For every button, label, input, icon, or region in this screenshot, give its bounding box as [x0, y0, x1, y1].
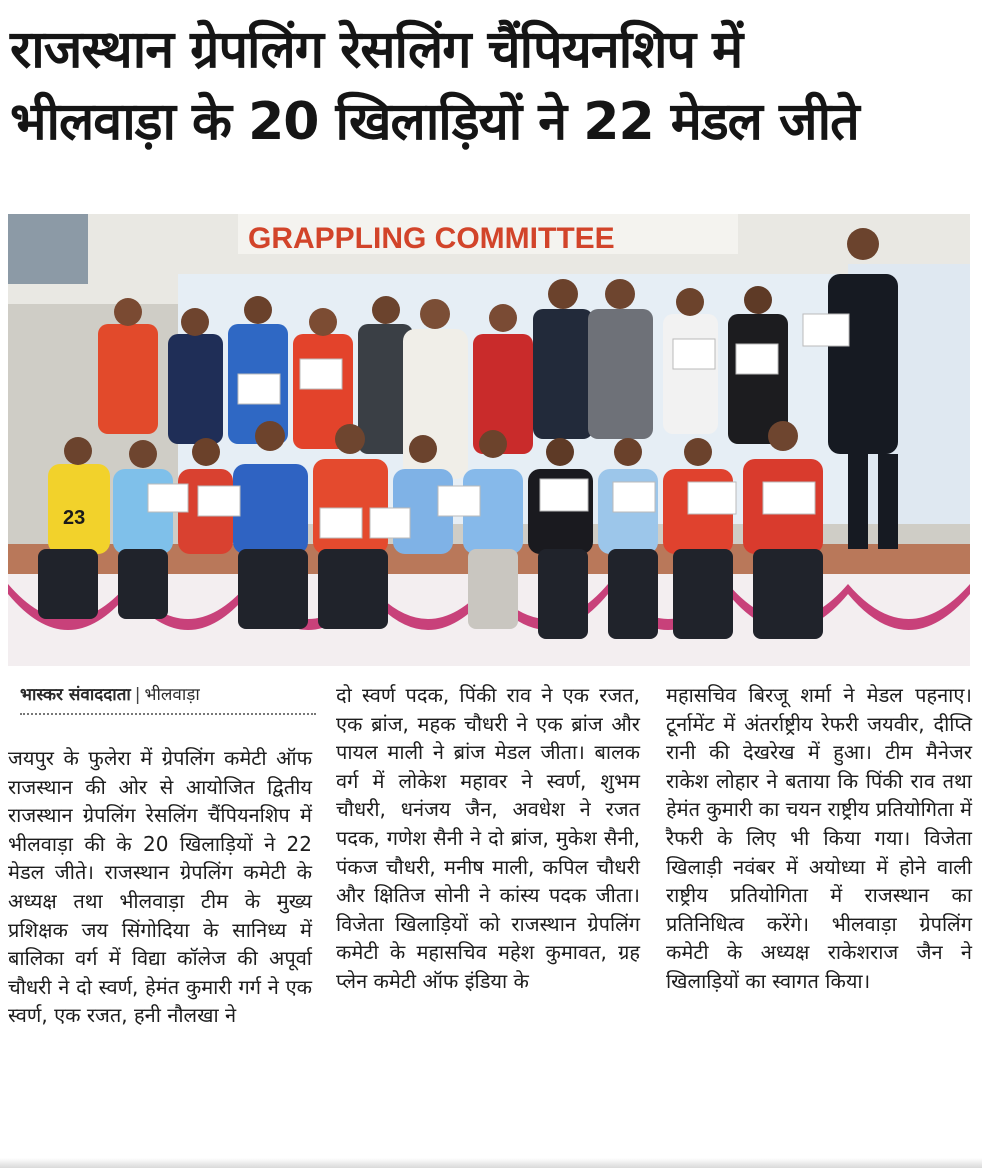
dateline-separator: |: [134, 685, 141, 705]
article-column-3: महासचिव बिरजू शर्मा ने मेडल पहनाए। टूर्नामेंट में अंतर्राष्ट्रीय रेफरी जयवीर, दीप्ति रानी की देखरेख में हुआ। टीम मैनेजर राकेश लोहार ने बताया कि पिंकी राव तथा हेमंत कुमारी का चयन राष्ट्रीय प्रतियोगिता में रैफरी के लिए भी किया गया। विजेता खिलाड़ी नवंबर में अयोध्या में होने वाली राष्ट्रीय प्रतियोगिता में राजस्थान का प्रतिनिधित्व करेंगे। भीलवाड़ा ग्रेपलिंग कमेटी के अध्यक्ष राकेशराज जैन ने खिलाड़ियों का स्वागत किया।: [666, 683, 972, 993]
article-column-1: जयपुर के फुलेरा में ग्रेपलिंग कमेटी ऑफ राजस्थान की ओर से आयोजित द्वितीय राजस्थान ग्रेपलिंग रेसलिंग चैंपियनशिप में भीलवाड़ा की के 20 खिलाड़ियों ने 22 मेडल जीते। राजस्थान ग्रेपलिंग कमेटी के अध्यक्ष तथा भीलवाड़ा टीम के मुख्य प्रशिक्षक जय सिंगोदिया के सानिध्य में बालिका वर्ग में विद्या कॉलेज की अपूर्वा चौधरी ने दो स्वर्ण, हेमंत कुमारी गर्ग ने एक स्वर्ण, एक रजत, हनी नौलखा ने: [8, 746, 312, 1028]
dateline-place: भीलवाड़ा: [144, 685, 200, 705]
reporter-credit: भास्कर संवाददाता: [20, 685, 131, 705]
headline: [10, 14, 972, 158]
headline-line-1: राजस्थान ग्रेपलिंग रेसलिंग चैंपियनशिप में: [10, 20, 743, 80]
news-photo: [8, 214, 970, 666]
article-column-2: दो स्वर्ण पदक, पिंकी राव ने एक रजत, एक ब्रांज, महक चौधरी ने एक ब्रांज और पायल माली ने ब्रांज मेडल जीता। बालक वर्ग में लोकेश महावर ने स्वर्ण, शुभम चौधरी, धनंजय जैन, अवधेश ने रजत पदक, गणेश सैनी ने दो ब्रांज, मुकेश सैनी, पंकज चौधरी, मनीष माली, कपिल चौधरी और क्षितिज सोनी ने कांस्य पदक जीता। विजेता खिलाड़ियों को राजस्थान ग्रेपलिंग कमेटी के महासचिव महेश कुमावत, ग्रह प्लेन कमेटी ऑफ इंडिया के: [336, 683, 640, 993]
headline-line-2: भीलवाड़ा के 20 खिलाड़ियों ने 22 मेडल जीते: [10, 92, 859, 152]
dateline: [20, 682, 316, 715]
jersey-number: 23: [63, 507, 86, 529]
page-bottom-edge: [0, 1158, 982, 1168]
banner-text: GRAPPLING COMMITTEE: [248, 222, 615, 255]
